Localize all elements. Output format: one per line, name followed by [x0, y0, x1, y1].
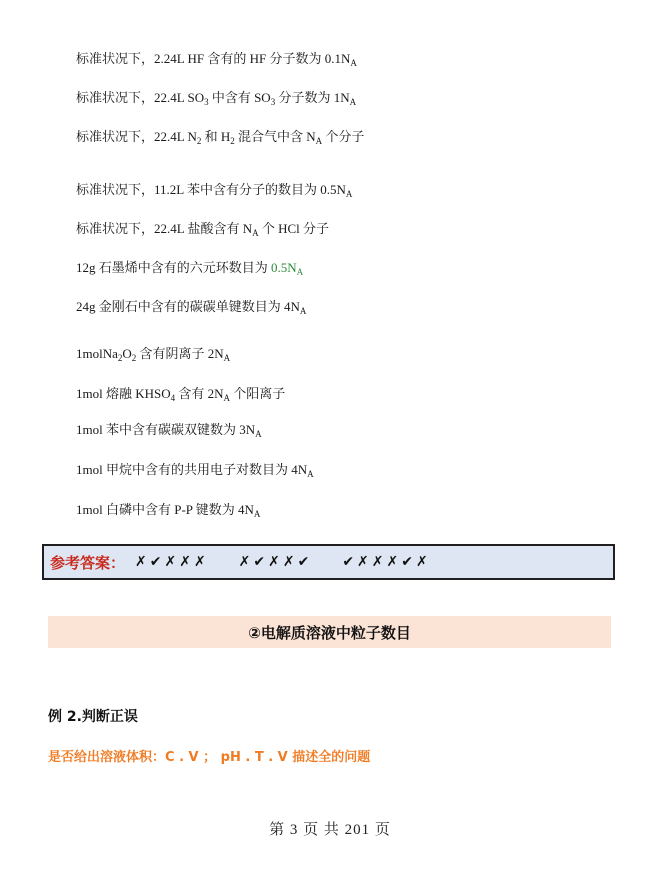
example-title: 例 2.判断正误	[48, 709, 138, 725]
subscript: A	[349, 97, 357, 107]
statement-12	[76, 501, 260, 523]
section-title: ②电解质溶液中粒子数目	[248, 623, 411, 642]
statement-text: 个 HCl 分子	[258, 221, 330, 236]
statement-text: 含有阴离子 2N	[136, 346, 224, 361]
answer-group-2: ✗✔✗✗✔	[238, 554, 313, 570]
statement-text: 12g 石墨烯中含有的六元环数目为	[76, 260, 272, 275]
statement-10	[76, 421, 262, 443]
subscript: A	[253, 509, 261, 519]
statement-text: 标准状况下，22.4L SO	[76, 90, 205, 105]
statement-text: 1mol 白磷中含有 P-P 键数为 4N	[76, 502, 254, 517]
statement-text: 分子数为 1N	[275, 90, 350, 105]
statement-text: 标准状况下，11.2L 苯中含有分子的数目为 0.5N	[76, 182, 346, 197]
section-header	[48, 616, 611, 648]
statement-text: 和 H	[201, 129, 231, 144]
statement-4	[76, 181, 352, 203]
subscript: A	[255, 429, 262, 439]
statement-text: 1mol 甲烷中含有的共用电子对数目为 4N	[76, 462, 308, 477]
statement-text: O	[122, 346, 132, 361]
statement-8	[76, 345, 230, 367]
statement-2	[76, 89, 356, 111]
subscript: 2	[117, 353, 123, 363]
subscript: A	[223, 393, 231, 403]
subscript: 3	[204, 97, 209, 107]
statement-text: 含有 2N	[175, 386, 224, 401]
statement-text: 1mol 熔融 KHSO	[76, 386, 171, 401]
answer-box	[42, 544, 615, 580]
subscript: A	[223, 353, 231, 363]
answer-label: 参考答案：	[50, 553, 126, 572]
statement-6	[76, 259, 303, 281]
statement-text: 1mol 苯中含有碳碳双键数为 3N	[76, 422, 256, 437]
statement-text: 混合气中含 N	[234, 129, 316, 144]
subscript: 4	[170, 393, 176, 403]
statement-5	[76, 220, 329, 242]
statement-3	[76, 128, 364, 150]
answer-group-1: ✗✔✗✗✗	[135, 554, 209, 570]
statement-text: 24g 金刚石中含有的碳碳单键数目为 4N	[76, 299, 300, 314]
statement-text: 标准状况下，2.24L HF 含有的 HF 分子数为 0.1N	[76, 51, 351, 66]
statement-11	[76, 461, 314, 483]
subscript: 3	[270, 97, 276, 107]
subscript: 2	[196, 136, 202, 146]
subscript: A	[252, 228, 259, 238]
subscript: 2	[131, 353, 137, 363]
statement-1	[76, 50, 357, 72]
statement-7	[76, 298, 306, 320]
statement-text: 个分子	[322, 129, 365, 144]
page-footer: 第 3 页 共 201 页	[269, 822, 391, 838]
answer-group-3: ✔✗✗✗✔✗	[342, 554, 431, 570]
subscript: A	[350, 58, 357, 68]
statement-text: 中含有 SO	[208, 90, 271, 105]
subscript: 2	[230, 136, 235, 146]
highlighted-value: 0.5N	[271, 260, 297, 275]
subscript: A	[299, 306, 307, 316]
subscript: A	[345, 189, 353, 199]
subscript: A	[315, 136, 323, 146]
hint-text: 是否给出溶液体积：C . V ； pH . T . V 描述全的问题	[48, 750, 371, 765]
statement-text: 标准状况下，22.4L 盐酸含有 N	[76, 221, 253, 236]
statement-9	[76, 385, 285, 407]
subscript: A	[307, 469, 314, 479]
statement-text: 1molNa	[76, 346, 118, 361]
subscript: A	[296, 267, 304, 277]
statement-text: 个阳离子	[230, 386, 286, 401]
statement-text: 标准状况下，22.4L N	[76, 129, 197, 144]
